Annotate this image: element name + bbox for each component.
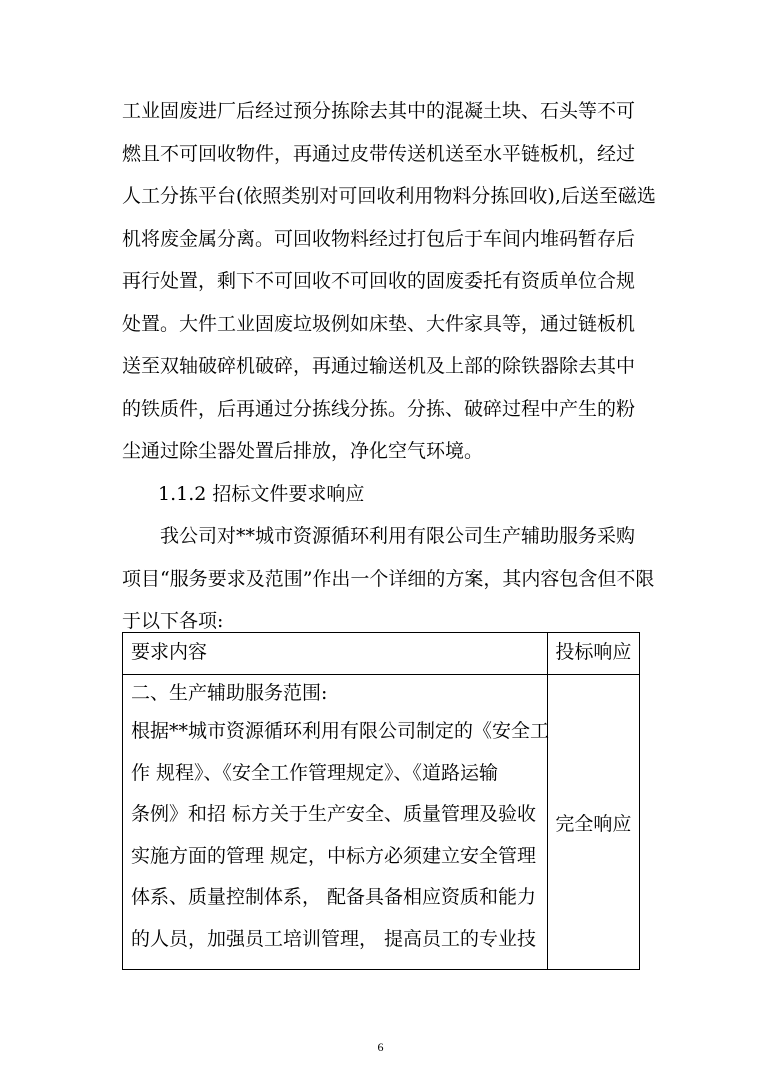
paragraph-line: 燃且不可回收物件，再通过皮带传送机送至水平链板机，经过	[122, 142, 636, 165]
paragraph-line: 工业固废进厂后经过预分拣除去其中的混凝土块、石头等不可	[122, 100, 636, 122]
section-heading: 1.1.2 招标文件要求响应	[158, 482, 365, 505]
requirement-line: 的人员，加强员工培训管理， 提高员工的专业技	[131, 927, 537, 950]
paragraph-line: 人工分拣平台(依照类别对可回收利用物料分拣回收),后送至磁选	[122, 185, 656, 207]
requirement-line: 根据**城市资源循环利用有限公司制定的《安全工	[131, 720, 550, 742]
paragraph-line: 送至双轴破碎机破碎，再通过输送机及上部的除铁器除去其中	[122, 355, 636, 377]
requirement-cell	[123, 675, 548, 970]
page-number: 6	[377, 1040, 384, 1054]
requirement-line: 实施方面的管理 规定，中标方必须建立安全管理	[131, 844, 537, 867]
paragraph-line: 于以下各项:	[122, 610, 224, 632]
header-response: 投标响应	[547, 633, 639, 675]
requirement-line: 体系、质量控制体系， 配备具备相应资质和能力	[131, 886, 537, 908]
body-text	[122, 90, 656, 643]
header-requirement: 要求内容	[123, 633, 548, 675]
paragraph-line: 项目“服务要求及范围”作出一个详细的方案，其内容包含但不限	[122, 567, 655, 590]
paragraph-line: 再行处置，剩下不可回收不可回收的固废委托有资质单位合规	[122, 270, 636, 292]
table-row	[123, 675, 640, 970]
requirement-line: 二、生产辅助服务范围:	[131, 682, 328, 704]
paragraph-line: 的铁质件，后再通过分拣线分拣。分拣、破碎过程中产生的粉	[122, 397, 636, 420]
paragraph-line: 处置。大件工业固废垃圾例如床垫、大件家具等，通过链板机	[122, 312, 636, 335]
paragraph-line: 机将废金属分离。可回收物料经过打包后于车间内堆码暂存后	[122, 227, 636, 250]
requirements-table	[122, 632, 640, 970]
paragraph-line: 我公司对**城市资源循环利用有限公司生产辅助服务采购	[160, 525, 636, 547]
requirement-line: 作 规程》、《安全工作管理规定》、《道路运输	[131, 761, 499, 784]
table-header-row	[123, 633, 640, 675]
response-cell: 完全响应	[547, 675, 639, 970]
paragraph-line: 尘通过除尘器处置后排放，净化空气环境。	[122, 440, 484, 462]
requirement-line: 条例》和招 标方关于生产安全、质量管理及验收	[131, 803, 537, 825]
